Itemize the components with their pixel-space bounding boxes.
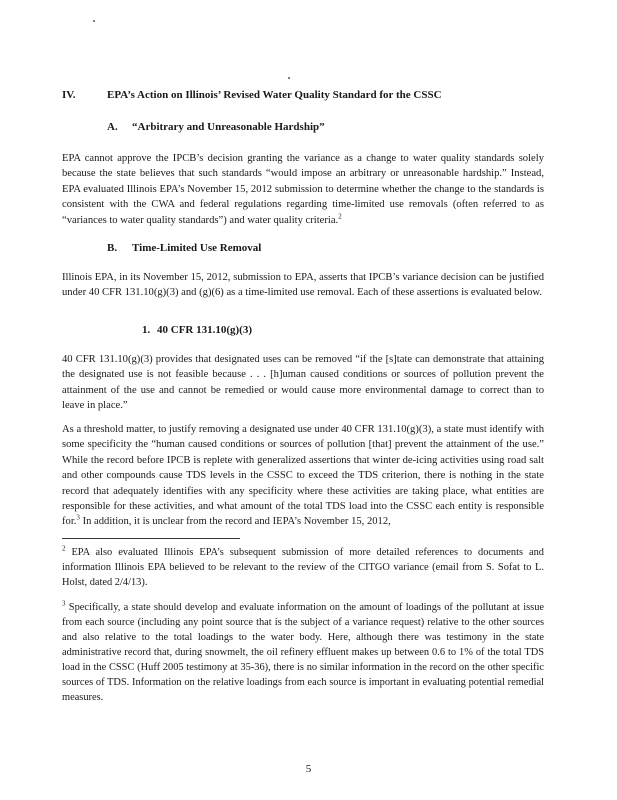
subsection-1-label: 1. — [142, 324, 151, 336]
paragraph-threshold — [62, 422, 544, 530]
paragraph-text: EPA cannot approve the IPCB’s decision granting the variance as a change to water quality standards solely because the state believes that such standards “would impose an arbitrary or unreasonable hardship.” Instead, EPA evaluated Illinois EPA’s November 15, 2012 submission to determine whether the change to the standards is consistent with the CWA and federal regulations regarding time-limited use removals (often referred to as “variances to water quality standards”) and water quality criteria. — [62, 153, 544, 226]
footnote-marker: 3 — [62, 599, 66, 608]
footnote-3 — [62, 600, 544, 705]
paragraph-arbitrary-hardship — [62, 151, 544, 228]
page-number: 5 — [305, 763, 312, 775]
footnote-divider — [62, 538, 240, 539]
footnote-text: EPA also evaluated Illinois EPA’s subsequent submission of more detailed references to documents and information Illinois EPA believed to be relevant to the review of the CITGO variance (email from S. Sofat to L. Holst, dated 2/4/13). — [62, 547, 544, 588]
scan-speck — [93, 20, 95, 22]
footnote-marker: 2 — [62, 544, 66, 553]
subsection-a-label: A. — [107, 121, 118, 133]
paragraph-time-limited: Illinois EPA, in its November 15, 2012, submission to EPA, asserts that IPCB’s variance decision can be justified under 40 CFR 131.10(g)(3) and (g)(6) as a time-limited use removal. Each of these assertions is evaluated below. — [62, 272, 544, 299]
paragraph-cfr-provision: 40 CFR 131.10(g)(3) provides that designated uses can be removed “if the [s]tate can demonstrate that attaining the designated use is not feasible because . . . [h]uman caused conditions or sources of pollution prevent the attainment of the use and cannot be remedied or would cause more environmental damage to correct than to leave in place.” — [62, 354, 544, 412]
subsection-a-title: “Arbitrary and Unreasonable Hardship” — [132, 121, 325, 133]
footnote-ref-2: 2 — [338, 212, 342, 221]
footnote-text: Specifically, a state should develop and evaluate information on the amount of loadings of the pollutant at issue from each source (including any point source that is the subject of a variance request) relative to the other sources and also relative to the total loadings to the water body. Here, although there was testimony in the state administrative record that, during snowmelt, the oil refinery effluent makes up between 0.6 to 1% of the total TDS load in the CSSC (Huff 2005 testimony at 35-36), there is no similar information in the record on the other specific sources of TDS. Information on the relative loadings from each source is important in evaluating potential remedial measures. — [62, 602, 544, 703]
section-title: EPA’s Action on Illinois’ Revised Water Quality Standard for the CSSC — [107, 89, 442, 101]
footnote-2 — [62, 545, 544, 590]
scan-speck — [288, 77, 290, 79]
subsection-1-title: 40 CFR 131.10(g)(3) — [157, 324, 253, 336]
paragraph-tail: In addition, it is unclear from the record and IEPA’s November 15, 2012, — [79, 516, 391, 528]
subsection-b-title: Time-Limited Use Removal — [132, 242, 262, 254]
footnote-ref-3: 3 — [76, 513, 80, 522]
subsection-b-label: B. — [107, 242, 118, 254]
paragraph-text: As a threshold matter, to justify removing a designated use under 40 CFR 131.10(g)(3), a state must identify with some specificity the “human caused conditions or sources of pollution [that] prevent the attainment of the use.” While the record before IPCB is replete with generalized assertions that winter de-icing activities using road salt and other compounds cause TDS levels in the CSSC to exceed the TDS criterion, there is nothing in the state record that adequately identifies with any specificity where these activities are taking place, what entities are responsible for these activities, and what amount of the total TDS load into the CSSC each entity is responsible for. — [62, 424, 544, 528]
section-number: IV. — [62, 89, 76, 101]
